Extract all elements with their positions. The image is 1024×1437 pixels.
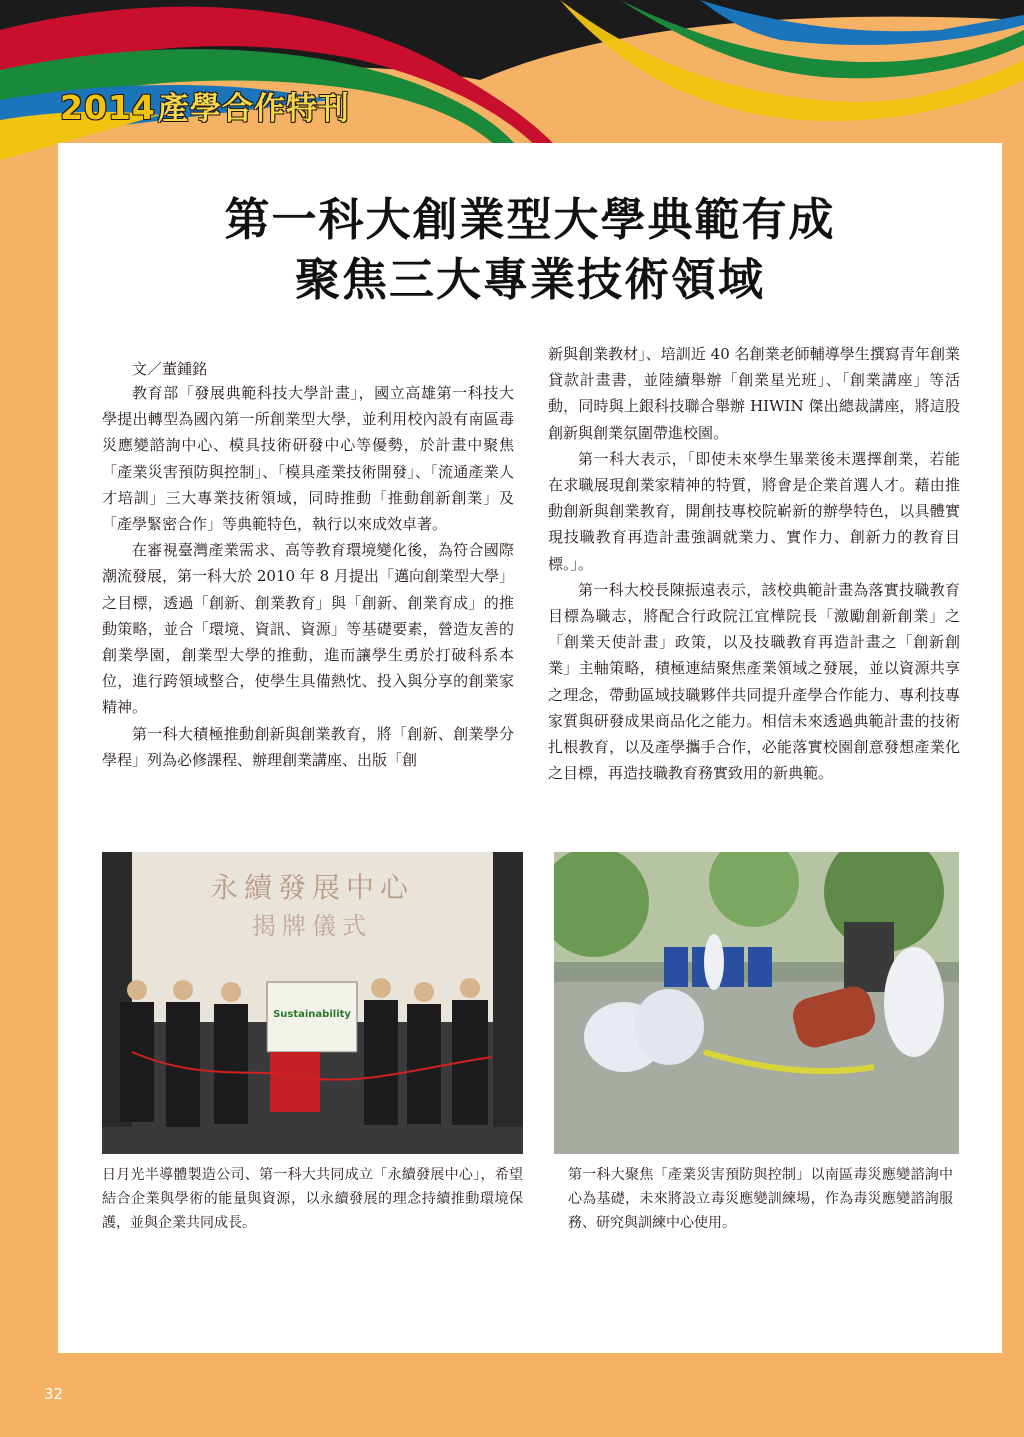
- series-name: 產學合作特刊: [157, 91, 350, 127]
- article-title: [58, 190, 1002, 310]
- hazmat-photo-caption: 第一科大聚焦「產業災害預防與控制」以南區毒災應變諮詢中心為基礎，未來將設立毒災應變訓練場，作為毒災應變諮詢服務、研究與訓練中心使用。: [568, 1167, 953, 1231]
- article-panel: [58, 143, 1002, 1353]
- plaque-text: Sustainability: [273, 1009, 351, 1020]
- ceremony-photo-caption: 日月光半導體製造公司、第一科大共同成立「永續發展中心」，希望結合企業與學術的能量與資源，以永續發展的理念持續推動環境保護，並與企業共同成長。: [102, 1167, 523, 1231]
- banner-text-line-2: 揭牌儀式: [252, 912, 372, 940]
- paragraph: 新與創業教材」、培訓近 40 名創業老師輔導學生撰寫青年創業貸款計畫書，並陸續舉辦「創業星光班」、「創業講座」等活動，同時與上銀科技聯合舉辦 HIWIN 傑出總裁講座，將這股創新與創業氛圍帶進校園。: [548, 345, 960, 442]
- left-column: [102, 358, 514, 773]
- right-column: [548, 341, 960, 786]
- hazmat-training-photo: [554, 852, 959, 1154]
- paragraph: 第一科大積極推動創新與創業教育，將「創新、創業學分學程」列為必修課程、辦理創業講座、出版「創: [102, 724, 514, 769]
- paragraph: 第一科大表示，「即使未來學生畢業後未選擇創業，若能在求職展現創業家精神的特質，將會是企業首選人才。藉由推動創新與創業教育，開創技專校院嶄新的辦學特色，以具體實現技職教育再造計畫強調就業力、實作力、創新力的教育目標。」。: [548, 449, 960, 573]
- ceremony-photo: [102, 852, 523, 1154]
- paragraph: 教育部「發展典範科技大學計畫」，國立高雄第一科技大學提出轉型為國內第一所創業型大學，並利用校內設有南區毒災應變諮詢中心、模具技術研發中心等優勢，於計畫中聚焦「產業災害預防與控制」、「模具產業技術開發」、「流通產業人才培訓」三大專業技術領域，同時推動「推動創新創業」及「產學緊密合作」等典範特色，執行以來成效卓著。: [102, 384, 514, 534]
- author-byline: 文／董鍾銘: [132, 360, 208, 378]
- series-year: 2014: [60, 88, 156, 127]
- banner-text-line-1: 永續發展中心: [209, 871, 415, 904]
- title-line-1: 第一科大創業型大學典範有成: [224, 193, 836, 246]
- paragraph: 在審視臺灣產業需求、高等教育環境變化後，為符合國際潮流發展，第一科大於 2010 年 8 月提出「邁向創業型大學」之目標，透過「創新、創業教育」與「創新、創業育成」的推動策略，並合「環境、資訊、資源」等基礎要素，營造友善的創業學園，創業型大學的推動，進而讓學生勇於打破科系本位，進行跨領域整合，使學生具備熱忱、投入與分享的創業家精神。: [102, 541, 514, 717]
- series-title: [60, 88, 350, 129]
- paragraph: 第一科大校長陳振遠表示，該校典範計畫為落實技職教育目標為職志，將配合行政院江宜樺院長「激勵創新創業」之「創業天使計畫」政策，以及技職教育再造計畫之「創新創業」主軸策略，積極連結聚焦產業領域之發展，並以資源共享之理念，帶動區域技職夥伴共同提升產學合作能力、專利技專家質與研發成果商品化之能力。相信未來透過典範計畫的技術扎根教育，以及產學攜手合作，必能落實校園創意發想產業化之目標，再造技職教育務實致用的新典範。: [548, 580, 960, 783]
- page-number: 32: [44, 1385, 64, 1403]
- title-line-2: 聚焦三大專業技術領域: [294, 253, 765, 306]
